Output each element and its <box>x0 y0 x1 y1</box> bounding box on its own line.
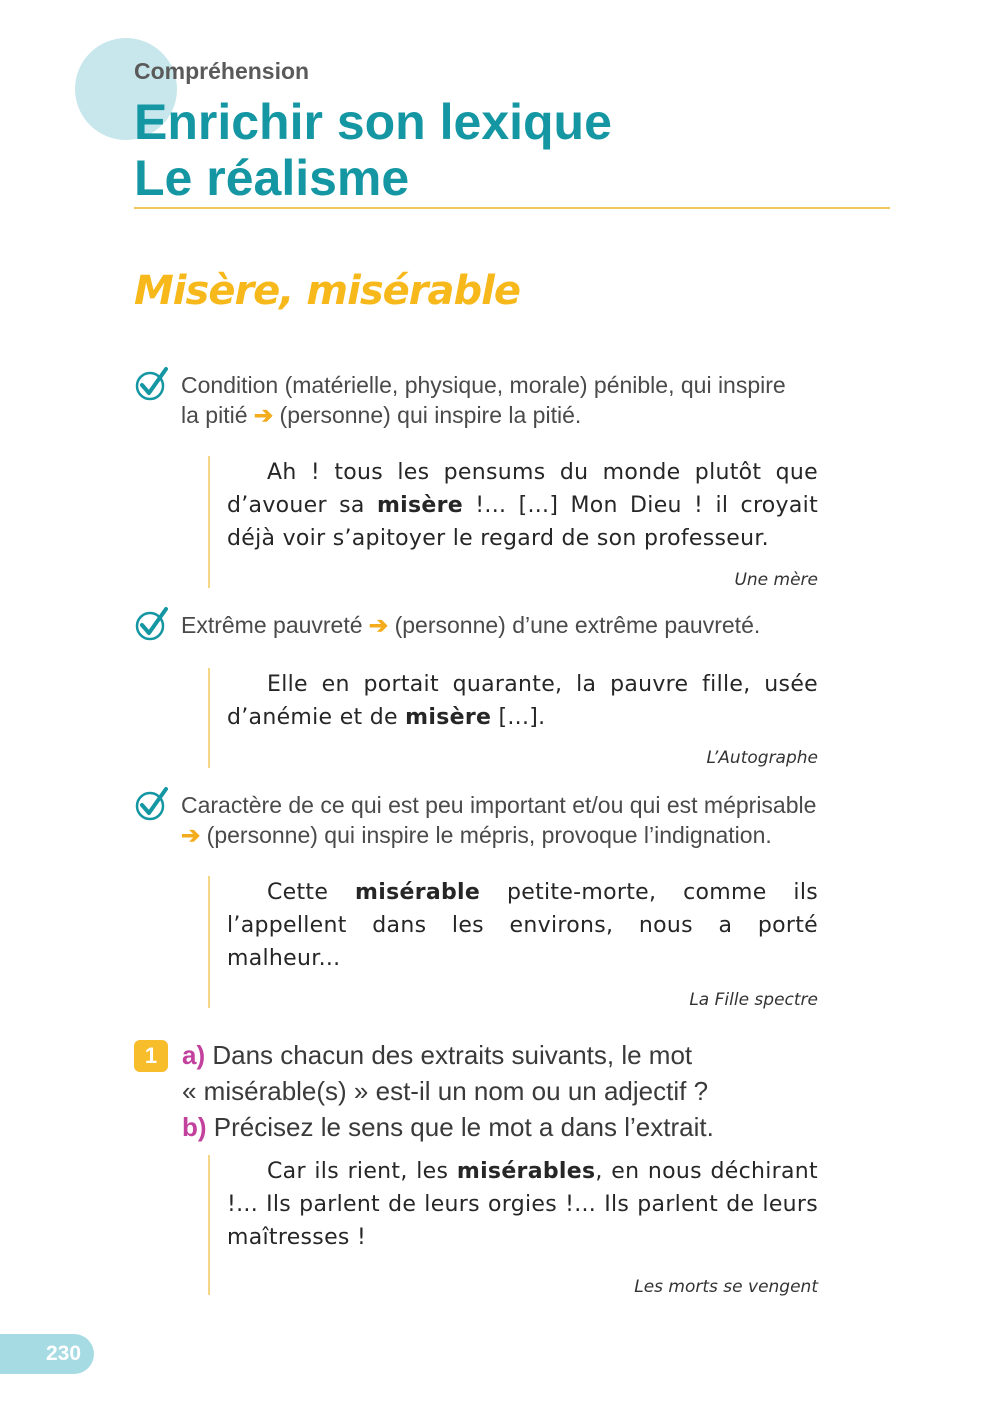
highlight-word: misérable <box>355 880 481 905</box>
definition-text <box>181 790 895 850</box>
quote-4 <box>208 1155 818 1295</box>
checkmark-icon <box>135 606 169 642</box>
quote-source: Une mère <box>734 570 818 590</box>
quote-source: L’Autographe <box>706 748 818 768</box>
quote-text: Car ils rient, les misérables, en nous déchirant !... Ils parlent de leurs orgies !... Ils parlent de leurs maîtresses ! <box>227 1159 818 1250</box>
section-kicker: Compréhension <box>134 58 310 84</box>
definition-line: la pitié <box>181 402 248 428</box>
exercise-question-a: a) Dans chacun des extraits suivants, le mot « misérable(s) » est-il un nom ou un adjectif ? <box>182 1040 709 1106</box>
question-label: b) <box>182 1112 207 1142</box>
quote-text: Cette misérable petite-morte, comme ils l’appellent dans les environs, nous a porté malheur... <box>227 880 819 971</box>
highlight-word: misère <box>405 705 492 730</box>
quote-text: Ah ! tous les pensums du monde plutôt que d’avouer sa misère !... [...] Mon Dieu ! il croyait déjà voir s’apitoyer le regard de son professeur. <box>227 460 819 551</box>
quote-source: Les morts se vengent <box>634 1277 818 1297</box>
definition-line: (personne) d’une extrême pauvreté. <box>394 612 761 638</box>
checkmark-icon <box>135 366 169 402</box>
title-divider <box>134 207 890 209</box>
definition-line: Condition (matérielle, physique, morale) pénible, qui inspire <box>181 372 786 398</box>
arrow-icon: ➔ <box>368 612 389 638</box>
definition-line: (personne) qui inspire la pitié. <box>279 402 582 428</box>
quote-text: Elle en portait quarante, la pauvre fille, usée d’anémie et de misère [...]. <box>227 672 818 730</box>
quote-2 <box>208 668 818 768</box>
highlight-word: misère <box>376 493 464 518</box>
highlight-word: misérables <box>456 1159 596 1184</box>
exercise-question-b: b) Précisez le sens que le mot a dans l’extrait. <box>182 1112 714 1142</box>
exercise-number-badge: 1 <box>134 1040 168 1072</box>
quote-1 <box>208 456 818 588</box>
arrow-icon: ➔ <box>181 822 201 848</box>
question-label: a) <box>182 1040 206 1070</box>
quote-3 <box>208 876 818 1008</box>
definition-line: Extrême pauvreté <box>181 612 363 638</box>
definition-text <box>181 610 895 640</box>
definition-text <box>181 370 895 430</box>
definition-line: Caractère de ce qui est peu important et/ou qui est méprisable <box>181 792 817 818</box>
arrow-icon: ➔ <box>253 402 274 428</box>
checkmark-icon <box>135 786 169 822</box>
section-title: Misère, misérable <box>134 268 520 314</box>
title-line-2: Le réalisme <box>134 150 410 206</box>
page-number: 230 <box>0 1334 94 1374</box>
definition-line: (personne) qui inspire le mépris, provoque l’indignation. <box>206 822 772 848</box>
page-title <box>134 94 612 206</box>
quote-source: La Fille spectre <box>689 990 818 1010</box>
title-line-1: Enrichir son lexique <box>134 94 612 150</box>
